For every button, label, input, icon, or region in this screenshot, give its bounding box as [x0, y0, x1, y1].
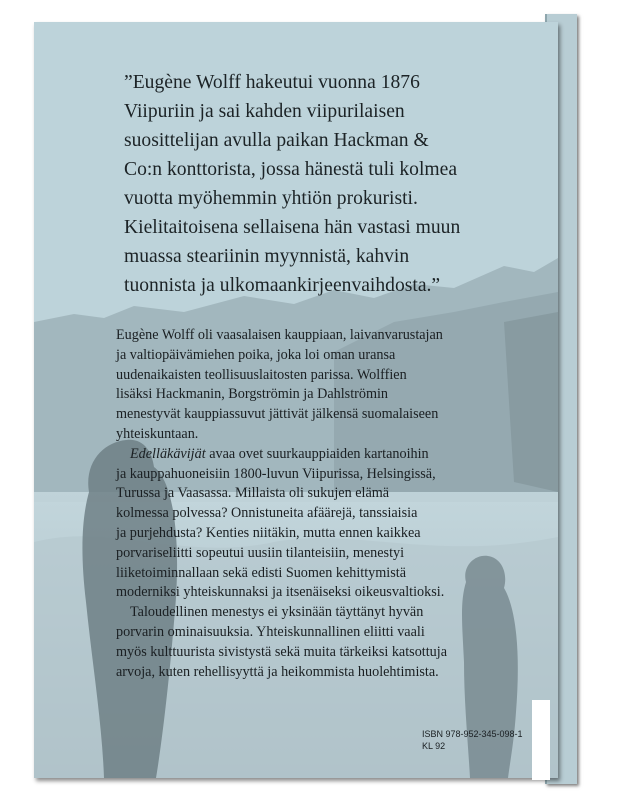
- blurb-paragraph-2: [116, 445, 546, 603]
- barcode: [532, 700, 550, 780]
- isbn-label: ISBN 978-952-345-098-1 KL 92: [422, 729, 523, 751]
- blurb-paragraph-3: Taloudellinen menestys ei yksinään täyttänyt hyvän porvarin ominaisuuksia. Yhteiskunnallinen eliitti vaali myös kulttuurista sivistystä sekä muita tärkeiksi katsottuja arvoja, kuten rehellisyyttä ja heikommista huolehtimista.: [116, 604, 448, 680]
- pull-quote: ”Eugène Wolff hakeutui vuonna 1876 Viipuriin ja sai kahden viipurilaisen suosittelijan avulla paikan Hackman & Co:n konttorista, jossa hänestä tuli kolmea vuotta myöhemmin yhtiön prokuristi. Kielitaitoisena sellaisena hän vastasi muun muassa steariinin myynnistä, kahvin tuonnista ja ulkomaankirjeenvaihdosta.”: [124, 72, 461, 296]
- blurb-paragraph-2-text: avaa ovet suurkauppiaiden kartanoihin ja kauppahuoneisiin 1800-luvun Viipurissa, Helsingissä, Turussa ja Vaasassa. Millaista oli sukujen elämä kolmessa polvessa? Onnistuneita afäärejä, tanssiaisia ja purjehdusta? Kenties niitäkin, mutta ennen kaikkea porvariseliitti sopeutui uusiin tilanteisiin, menestyi liiketoiminnallaan sekä edisti Suomen kehittymistä moderniksi yhteiskunnaksi ja itsenäiseksi oikeusvaltioksi.: [116, 445, 445, 601]
- blurb-text: [116, 326, 546, 682]
- book-title: Edelläkävijät: [130, 445, 206, 462]
- blurb-paragraph-1: Eugène Wolff oli vaasalaisen kauppiaan, laivanvarustajan ja valtiopäivämiehen poika, joka loi oman uransa uudenaikaisten teollisuuslaitosten parissa. Wolffien lisäksi Hackmanin, Borgströmin ja Dahlströmin menestyvät kauppiassuvut jättivät jälkensä suomalaiseen yhteiskuntaan.: [116, 327, 443, 442]
